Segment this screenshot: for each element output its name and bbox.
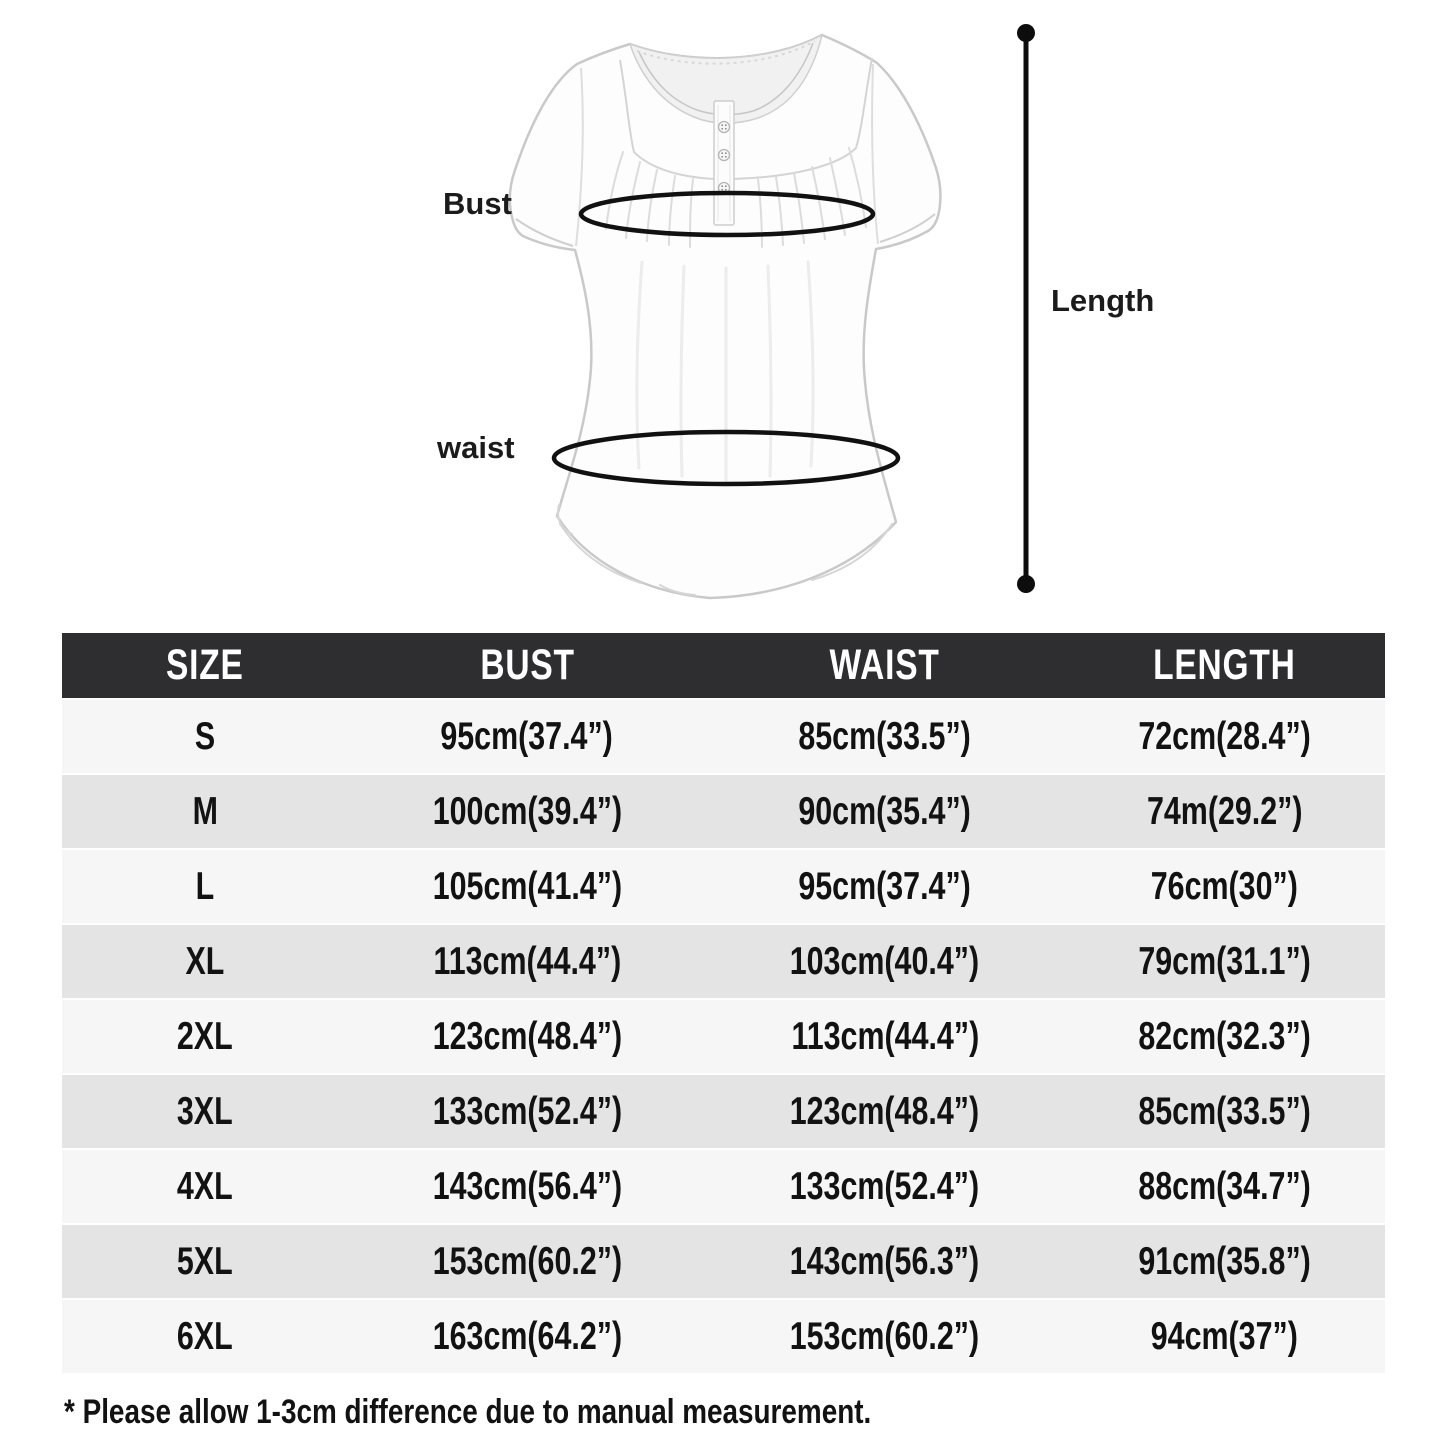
table-row (62, 1000, 1385, 1075)
footnote-text: * Please allow 1-3cm difference due to manual measurement. (64, 1393, 872, 1431)
table-row (62, 1075, 1385, 1150)
length-cell: 72cm(28.4”) (1137, 714, 1311, 758)
size-cell: L (195, 864, 215, 908)
header-cell-waist (706, 641, 1063, 690)
bust-cell: 153cm(60.2”) (432, 1239, 622, 1283)
length-line (1017, 24, 1035, 593)
header-waist-text: WAIST (829, 641, 940, 689)
bust-label: Bust (443, 186, 512, 221)
table-row (62, 775, 1385, 850)
button-placket (714, 101, 734, 225)
bust-cell: 95cm(37.4”) (440, 714, 614, 758)
shirt-illustration (510, 35, 941, 598)
table-row (62, 1225, 1385, 1300)
length-cell: 85cm(33.5”) (1137, 1089, 1311, 1133)
size-cell: 6XL (176, 1314, 233, 1358)
bust-cell: 100cm(39.4”) (432, 789, 622, 833)
waist-cell: 143cm(56.3”) (790, 1239, 980, 1283)
waist-cell: 95cm(37.4”) (798, 864, 972, 908)
waist-cell: 113cm(44.4”) (791, 1014, 979, 1058)
length-cell: 82cm(32.3”) (1137, 1014, 1311, 1058)
length-cell: 88cm(34.7”) (1137, 1164, 1311, 1208)
measurement-figure (0, 0, 1445, 632)
size-cell: 5XL (176, 1239, 233, 1283)
size-cell: 3XL (176, 1089, 233, 1133)
bust-cell: 163cm(64.2”) (432, 1314, 622, 1358)
table-header-row (62, 633, 1385, 700)
header-size-text: SIZE (166, 641, 244, 689)
waist-cell: 123cm(48.4”) (790, 1089, 980, 1133)
button-icon (719, 150, 730, 161)
header-cell-size (62, 641, 348, 690)
length-cell: 79cm(31.1”) (1137, 939, 1311, 983)
length-cell: 94cm(37”) (1150, 1314, 1298, 1358)
bust-cell: 105cm(41.4”) (432, 864, 622, 908)
waist-cell: 90cm(35.4”) (798, 789, 972, 833)
waist-cell: 85cm(33.5”) (798, 714, 972, 758)
waist-cell: 103cm(40.4”) (790, 939, 980, 983)
length-cell: 76cm(30”) (1150, 864, 1298, 908)
size-cell: M (192, 789, 218, 833)
bust-cell: 133cm(52.4”) (432, 1089, 622, 1133)
header-cell-length (1064, 641, 1385, 690)
size-table (62, 633, 1385, 1375)
waist-label: waist (437, 430, 515, 465)
bust-cell: 143cm(56.4”) (432, 1164, 622, 1208)
size-cell: 2XL (176, 1014, 233, 1058)
size-cell: 4XL (176, 1164, 233, 1208)
table-row (62, 1300, 1385, 1375)
waist-cell: 133cm(52.4”) (790, 1164, 980, 1208)
header-bust-text: BUST (479, 641, 575, 689)
measurement-footnote (64, 1390, 1384, 1441)
length-cell: 91cm(35.8”) (1137, 1239, 1311, 1283)
button-icon (719, 122, 730, 133)
size-cell: XL (185, 939, 225, 983)
bust-cell: 123cm(48.4”) (432, 1014, 622, 1058)
table-row (62, 850, 1385, 925)
header-cell-bust (348, 641, 707, 690)
garment-illustration-svg (0, 0, 1445, 632)
size-cell: S (194, 714, 216, 758)
bust-cell: 113cm(44.4”) (433, 939, 621, 983)
waist-cell: 153cm(60.2”) (790, 1314, 980, 1358)
table-row (62, 1150, 1385, 1225)
length-cell: 74m(29.2”) (1146, 789, 1303, 833)
header-length-text: LENGTH (1152, 641, 1296, 689)
table-row (62, 925, 1385, 1000)
table-row (62, 700, 1385, 775)
length-label: Length (1051, 283, 1155, 318)
